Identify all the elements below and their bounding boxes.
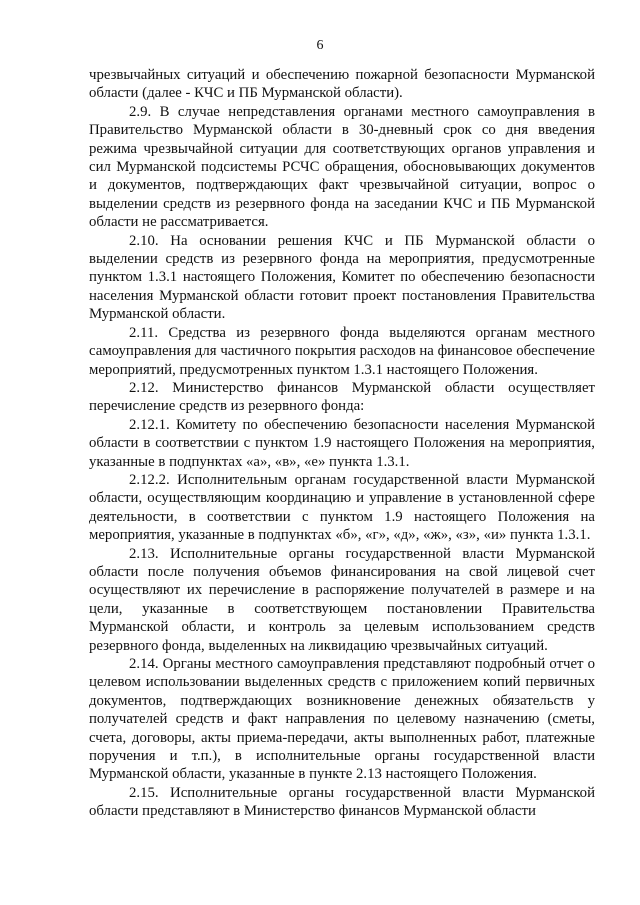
- page-number: 6: [316, 38, 324, 53]
- paragraph-2-10: 2.10. На основании решения КЧС и ПБ Мурманской области о выделении средств из резервного фонда на мероприятия, предусмотренные пунктом 1.3.1 настоящего Положения, Комитет по обеспечению безопасности населения Мурманской области готовит проект постановления Правительства Мурманской области.: [89, 232, 595, 323]
- paragraph-2-12: 2.12. Министерство финансов Мурманской области осуществляет перечисление средств из резервного фонда:: [89, 379, 595, 415]
- paragraph-2-14: 2.14. Органы местного самоуправления представляют подробный отчет о целевом использовании выделенных средств с приложением копий первичных документов, подтверждающих возникновение денежных обязательств у получателей средств и факт направления по целевому назначению (сметы, счета, договоры, акты приема-передачи, акты выполненных работ, платежные поручения и т.п.), в исполнительные органы государственной власти Мурманской области, указанные в пункте 2.13 настоящего Положения.: [89, 656, 595, 783]
- document-body: [89, 66, 595, 821]
- paragraph-2-13: 2.13. Исполнительные органы государственной власти Мурманской области после получения объемов финансирования на свой лицевой счет осуществляют их перечисление в распоряжение получателей в размере и на цели, указанные в соответствующем постановлении Правительства Мурманской области, и контроль за целевым использованием средств резервного фонда, выделенных на ликвидацию чрезвычайных ситуаций.: [89, 545, 595, 654]
- paragraph-2-9: 2.9. В случае непредставления органами местного самоуправления в Правительство Мурманской области в 30-дневный срок со дня введения режима чрезвычайной ситуации для соответствующих органов управления и сил Мурманской подсистемы РСЧС обращения, обосновывающих документов и документов, подтверждающих факт чрезвычайной ситуации, вопрос о выделении средств из резервного фонда на заседании КЧС и ПБ Мурманской области не рассматривается.: [89, 103, 595, 231]
- paragraph-continuation: чрезвычайных ситуаций и обеспечению пожарной безопасности Мурманской области (далее - КЧС и ПБ Мурманской области).: [89, 67, 595, 102]
- paragraph-2-11: 2.11. Средства из резервного фонда выделяются органам местного самоуправления для частичного покрытия расходов на финансовое обеспечение мероприятий, предусмотренных пунктом 1.3.1 настоящего Положения.: [89, 324, 595, 378]
- paragraph-2-12-2: 2.12.2. Исполнительным органам государственной власти Мурманской области, осуществляющим координацию и управление в установленной сфере деятельности, в соответствии с пунктом 1.9 настоящего Положения на мероприятия, указанные в подпунктах «б», «г», «д», «ж», «з», «и» пункта 1.3.1.: [89, 471, 595, 544]
- paragraph-2-15: 2.15. Исполнительные органы государственной власти Мурманской области представляют в Министерство финансов Мурманской области: [89, 784, 595, 820]
- paragraph-2-12-1: 2.12.1. Комитету по обеспечению безопасности населения Мурманской области в соответствии с пунктом 1.9 настоящего Положения на мероприятия, указанные в подпунктах «а», «в», «е» пункта 1.3.1.: [89, 416, 595, 470]
